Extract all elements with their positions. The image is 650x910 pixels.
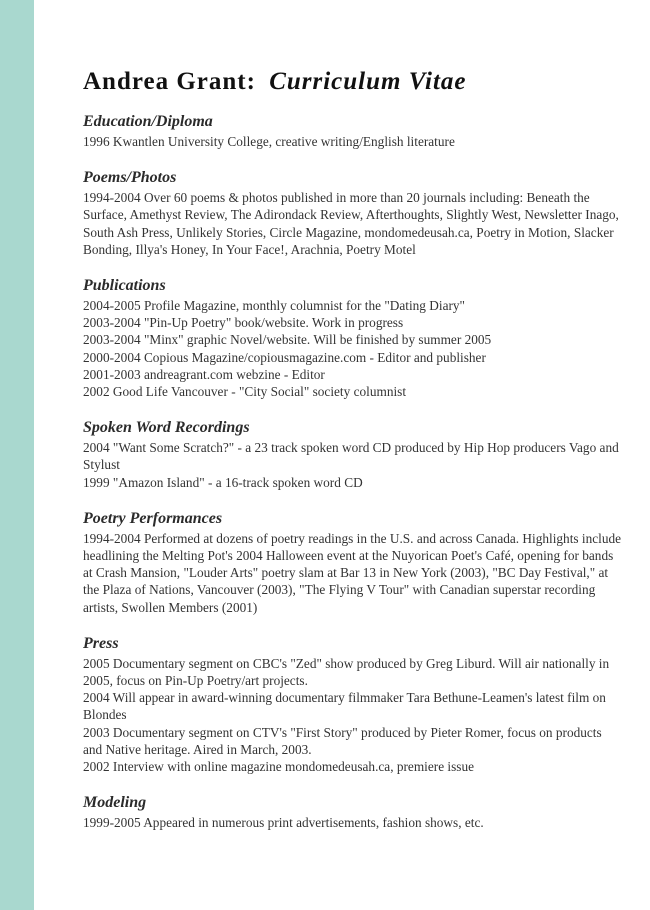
section-line: 1996 Kwantlen University College, creative writing/English literature bbox=[83, 134, 455, 149]
section-poetry-performances bbox=[83, 509, 623, 616]
section-poems-photos bbox=[83, 168, 623, 258]
section-heading: Poetry Performances bbox=[83, 509, 223, 527]
section-line: 2001-2003 andreagrant.com webzine - Editor bbox=[83, 366, 325, 382]
section-education bbox=[83, 112, 623, 150]
title-name: Andrea Grant: bbox=[83, 68, 256, 95]
section-spoken-word bbox=[83, 418, 623, 491]
section-modeling bbox=[83, 793, 623, 831]
section-heading: Press bbox=[83, 634, 119, 652]
section-heading: Spoken Word Recordings bbox=[83, 419, 250, 437]
section-heading: Poems/Photos bbox=[83, 169, 177, 187]
section-line: 2004 "Want Some Scratch?" - a 23 track spoken word CD produced by Hip Hop producers Vago and Stylust bbox=[83, 440, 619, 473]
section-line: 2002 Good Life Vancouver - "City Social" society columnist bbox=[83, 384, 407, 400]
page-title bbox=[83, 64, 623, 100]
section-line: 2004 Will appear in award-winning documentary filmmaker Tara Bethune-Leamen's latest film on Blondes bbox=[83, 690, 606, 723]
cv-document bbox=[83, 64, 623, 831]
section-line: 2005 Documentary segment on CBC's "Zed" show produced by Greg Liburd. Will air nationally in 2005, focus on Pin-Up Poetry/art projects. bbox=[83, 655, 610, 689]
section-line: 1999-2005 Appeared in numerous print advertisements, fashion shows, etc. bbox=[83, 815, 484, 831]
section-line: 1994-2004 Over 60 poems & photos published in more than 20 journals including: Beneath the Surface, Amethyst Review, The Adirondack Review, Afterthoughts, Slightly West, Newsletter Inago, South Ash Press, Unlikely Stories, Circle Magazine, mondomedeusah.ca, Poetry in Motion, Slacker Bonding, Illya's Honey, In Your Face!, Arachnia, Poetry Motel bbox=[83, 190, 619, 257]
section-heading: Publications bbox=[83, 277, 166, 295]
section-line: 2004-2005 Profile Magazine, monthly columnist for the "Dating Diary" bbox=[83, 298, 465, 314]
section-line: 2002 Interview with online magazine mondomedeusah.ca, premiere issue bbox=[83, 759, 475, 775]
section-line: 1999 "Amazon Island" - a 16-track spoken word CD bbox=[83, 474, 363, 490]
section-line: 2003-2004 "Minx" graphic Novel/website. Will be finished by summer 2005 bbox=[83, 332, 492, 348]
decorative-side-band bbox=[0, 0, 34, 910]
section-press bbox=[83, 634, 623, 775]
section-heading: Modeling bbox=[83, 794, 147, 812]
section-line: 1994-2004 Performed at dozens of poetry readings in the U.S. and across Canada. Highlights include headlining the Melting Pot's 2004 Halloween event at the Nuyorican Poet's Café, opening for bands at Crash Mansion, "Louder Arts" poetry slam at Bar 13 in New York (2003), "BC Day Festival," at the Plaza of Nations, Vancouver (2003), "The Flying V Tour" with Canadian superstar recording artists, Swollen Members (2001) bbox=[83, 530, 622, 615]
title-subtitle: Curriculum Vitae bbox=[269, 68, 467, 95]
section-line: 2000-2004 Copious Magazine/copiousmagazine.com - Editor and publisher bbox=[83, 349, 486, 365]
section-line: 2003 Documentary segment on CTV's "First Story" produced by Pieter Romer, focus on products and Native heritage. Aired in March, 2003. bbox=[83, 724, 602, 757]
section-line: 2003-2004 "Pin-Up Poetry" book/website. Work in progress bbox=[83, 315, 404, 331]
section-heading: Education/Diploma bbox=[83, 113, 213, 130]
section-publications bbox=[83, 276, 623, 400]
